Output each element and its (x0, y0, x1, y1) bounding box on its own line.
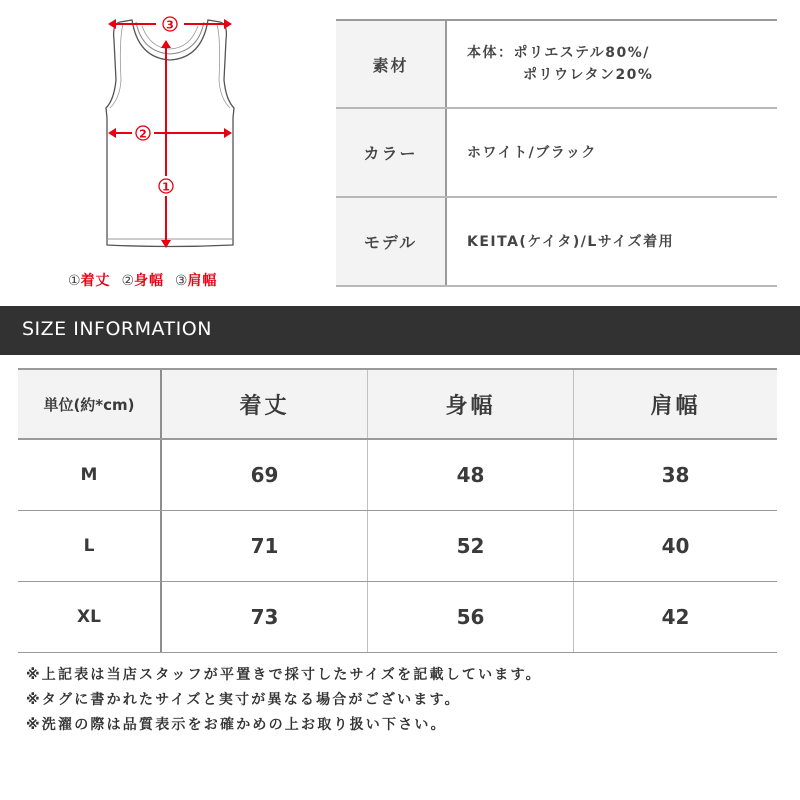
legend-num-2: ② (121, 273, 134, 289)
size-table-header (18, 370, 777, 440)
spec-value-material (447, 21, 777, 107)
header-unit: 単位(約*cm) (18, 370, 162, 438)
svg-text:2: 2 (139, 127, 147, 141)
spec-row-model (336, 198, 777, 287)
spec-value-model: KEITA(ケイタ)/Lサイズ着用 (467, 233, 675, 250)
footnote: ※洗濯の際は品質表示をお確かめの上お取り扱い下さい。 (26, 717, 447, 733)
svg-text:1: 1 (162, 180, 170, 194)
material-line-1: 本体：ポリエステル80%/ (467, 45, 650, 61)
legend-label-shoulder: 肩幅 (187, 273, 218, 289)
footnote: ※上記表は当店スタッフが平置きで採寸したサイズを記載しています。 (26, 667, 542, 683)
size-information-banner (0, 306, 800, 355)
table-row (18, 511, 777, 582)
spec-value-color: ホワイト/ブラック (467, 144, 597, 161)
legend-num-1: ① (68, 273, 81, 289)
footnotes (26, 663, 542, 738)
size-label: L (18, 511, 162, 581)
length-value: 71 (162, 511, 368, 581)
body-width-value: 56 (368, 582, 574, 652)
size-label: XL (18, 582, 162, 652)
shoulder-value: 42 (661, 605, 690, 629)
legend-label-body-width: 身幅 (134, 273, 164, 289)
table-row (18, 440, 777, 511)
spec-row-color (336, 109, 777, 198)
legend-num-3: ③ (174, 273, 188, 289)
legend-label-length: 着丈 (80, 273, 111, 289)
header-body-width: 身幅 (368, 370, 574, 438)
garment-diagram (90, 0, 260, 300)
table-row (18, 582, 777, 653)
svg-text:3: 3 (166, 18, 174, 32)
footnote: ※タグに書かれたサイズと実寸が異なる場合がございます。 (26, 692, 461, 708)
header-length: 着丈 (162, 370, 368, 438)
diagram-legend (68, 270, 268, 290)
spec-label: モデル (336, 198, 447, 285)
shoulder-value: 38 (661, 463, 690, 487)
length-value: 73 (162, 582, 368, 652)
shoulder-value: 40 (661, 534, 690, 558)
material-line-2: ポリウレタン20% (523, 67, 654, 83)
body-width-value: 48 (368, 440, 574, 510)
size-label: M (18, 440, 162, 510)
header-shoulder: 肩幅 (650, 393, 701, 419)
spec-label: カラー (336, 109, 447, 196)
banner-title: SIZE INFORMATION (22, 318, 212, 340)
spec-row-material (336, 21, 777, 109)
size-table (18, 368, 777, 653)
spec-label: 素材 (336, 21, 447, 107)
tank-top-diagram-icon (90, 0, 260, 260)
body-width-value: 52 (368, 511, 574, 581)
product-spec-table (336, 19, 777, 287)
length-value: 69 (162, 440, 368, 510)
